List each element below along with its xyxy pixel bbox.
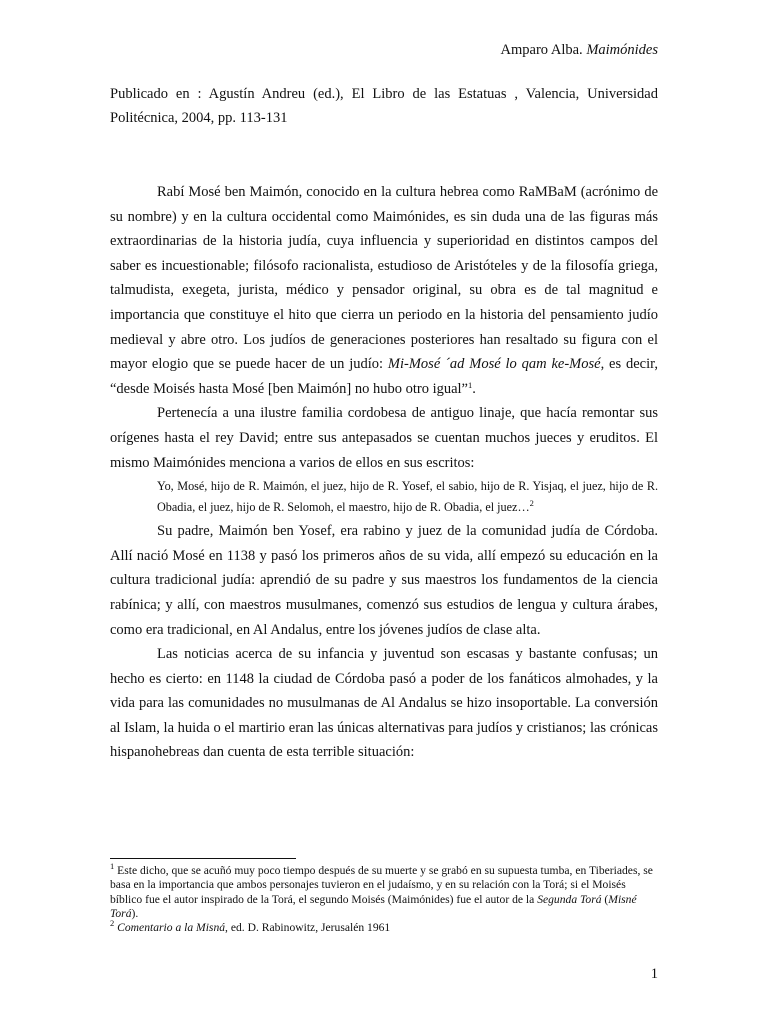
footnote-2: [110, 918, 658, 935]
footnote-separator: [110, 858, 296, 859]
block-quote-text: Yo, Mosé, hijo de R. Maimón, el juez, hijo de R. Yosef, el sabio, hijo de R. Yisjaq, el juez, hijo de R. Obadia, el juez, hijo de R. Selomoh, el maestro, hijo de R. Obadia, el juez…: [157, 479, 658, 515]
footnote-1-text-b: (: [601, 892, 609, 906]
hebrew-saying: Mi-Mosé ´ad Mosé lo qam ke-Mosé: [387, 356, 601, 373]
footnote-1: [110, 861, 658, 921]
footnote-1-italic-2: Misné Torá: [110, 892, 637, 920]
paragraph-4: Las noticias acerca de su infancia y juventud son escasas y bastante confusas; un hecho es cierto: en 1148 la ciudad de Córdoba pasó a poder de los fanáticos almohades, y la vida para las comunidades no musulmanas de Al Andalus se hizo insoportable. La conversión al Islam, la huida o el martirio eran las únicas alternativas para judíos y cristianos; las crónicas hispanohebreas dan cuenta de esta terrible situación:: [110, 646, 658, 761]
footnotes: [110, 861, 658, 935]
running-header: [501, 42, 658, 59]
block-quote: [110, 476, 658, 518]
footnote-ref-2: 2: [529, 498, 534, 509]
paragraph-1-text-c: .: [472, 380, 476, 397]
body-text: [110, 180, 658, 765]
footnote-1-number: 1: [110, 861, 115, 871]
document-page: [110, 0, 658, 1024]
publication-note: Publicado en : Agustín Andreu (ed.), El Libro de las Estatuas , Valencia, Universidad Politécnica, 2004, pp. 113-131: [110, 86, 658, 126]
page-number: 1: [650, 966, 658, 982]
paragraph-1-text-b: , es decir, “desde Moisés hasta Mosé [ben Maimón] no hubo otro igual”: [110, 356, 658, 397]
paragraph-3: Su padre, Maimón ben Yosef, era rabino y juez de la comunidad judía de Córdoba. Allí nació Mosé en 1138 y pasó los primeros años de su vida, allí empezó su educación en la cultura tradicional judía: aprendió de su padre y sus maestros los fundamentos de la ciencia rabínica; y allí, con maestros musulmanes, comenzó sus estudios de lengua y cultura árabes, como era tradicional, en Al Andalus, entre los jóvenes judíos de clase alta.: [110, 523, 658, 638]
footnote-1-text-a: Este dicho, que se acuñó muy poco tiempo después de su muerte y se grabó en su supuesta tumba, en Tiberiades, se basa en la importancia que ambos personajes tuvieron en el judaísmo, y en su relación con la Torá; si el Moisés bíblico fue el autor inspirado de la Torá, el segundo Moisés (Maimónides) fue el autor de la: [110, 864, 653, 906]
header-title: Maimónides: [586, 42, 658, 58]
paragraph-1: [110, 180, 658, 401]
footnote-1-italic-1: Segunda Torá: [537, 892, 602, 906]
paragraph-1-text-a: Rabí Mosé ben Maimón, conocido en la cultura hebrea como RaMBaM (acrónimo de su nombre) y en la cultura occidental como Maimónides, es sin duda una de las figuras más extraordinarias de la historia judía, cuya influencia y superioridad en distintos campos del saber es incuestionable; filósofo racionalista, estudioso de Aristóteles y de la filosofía griega, talmudista, exegeta, jurista, médico y pensador original, su obra es de tal magnitud e importancia que constituye el hito que cierra un periodo en la historia del pensamiento judío medieval y abre otro. Los judíos de generaciones posteriores han resaltado su figura con el mayor elogio que se puede hacer de un judío:: [110, 184, 658, 373]
paragraph-2: Pertenecía a una ilustre familia cordobesa de antiguo linaje, que hacía remontar sus orígenes hasta el rey David; entre sus antepasados se cuentan muchos jueces y eruditos. El mismo Maimónides menciona a varios de ellos en sus escritos:: [110, 405, 658, 471]
header-author: Amparo Alba.: [500, 42, 587, 58]
footnote-2-italic: Comentario a la Misná: [114, 921, 226, 935]
footnote-ref-1: 1: [468, 379, 473, 390]
footnote-2-number: 2: [110, 918, 115, 929]
footnote-1-text-c: ).: [131, 906, 139, 920]
footnote-2-text: , ed. D. Rabinowitz, Jerusalén 1961: [225, 921, 391, 935]
